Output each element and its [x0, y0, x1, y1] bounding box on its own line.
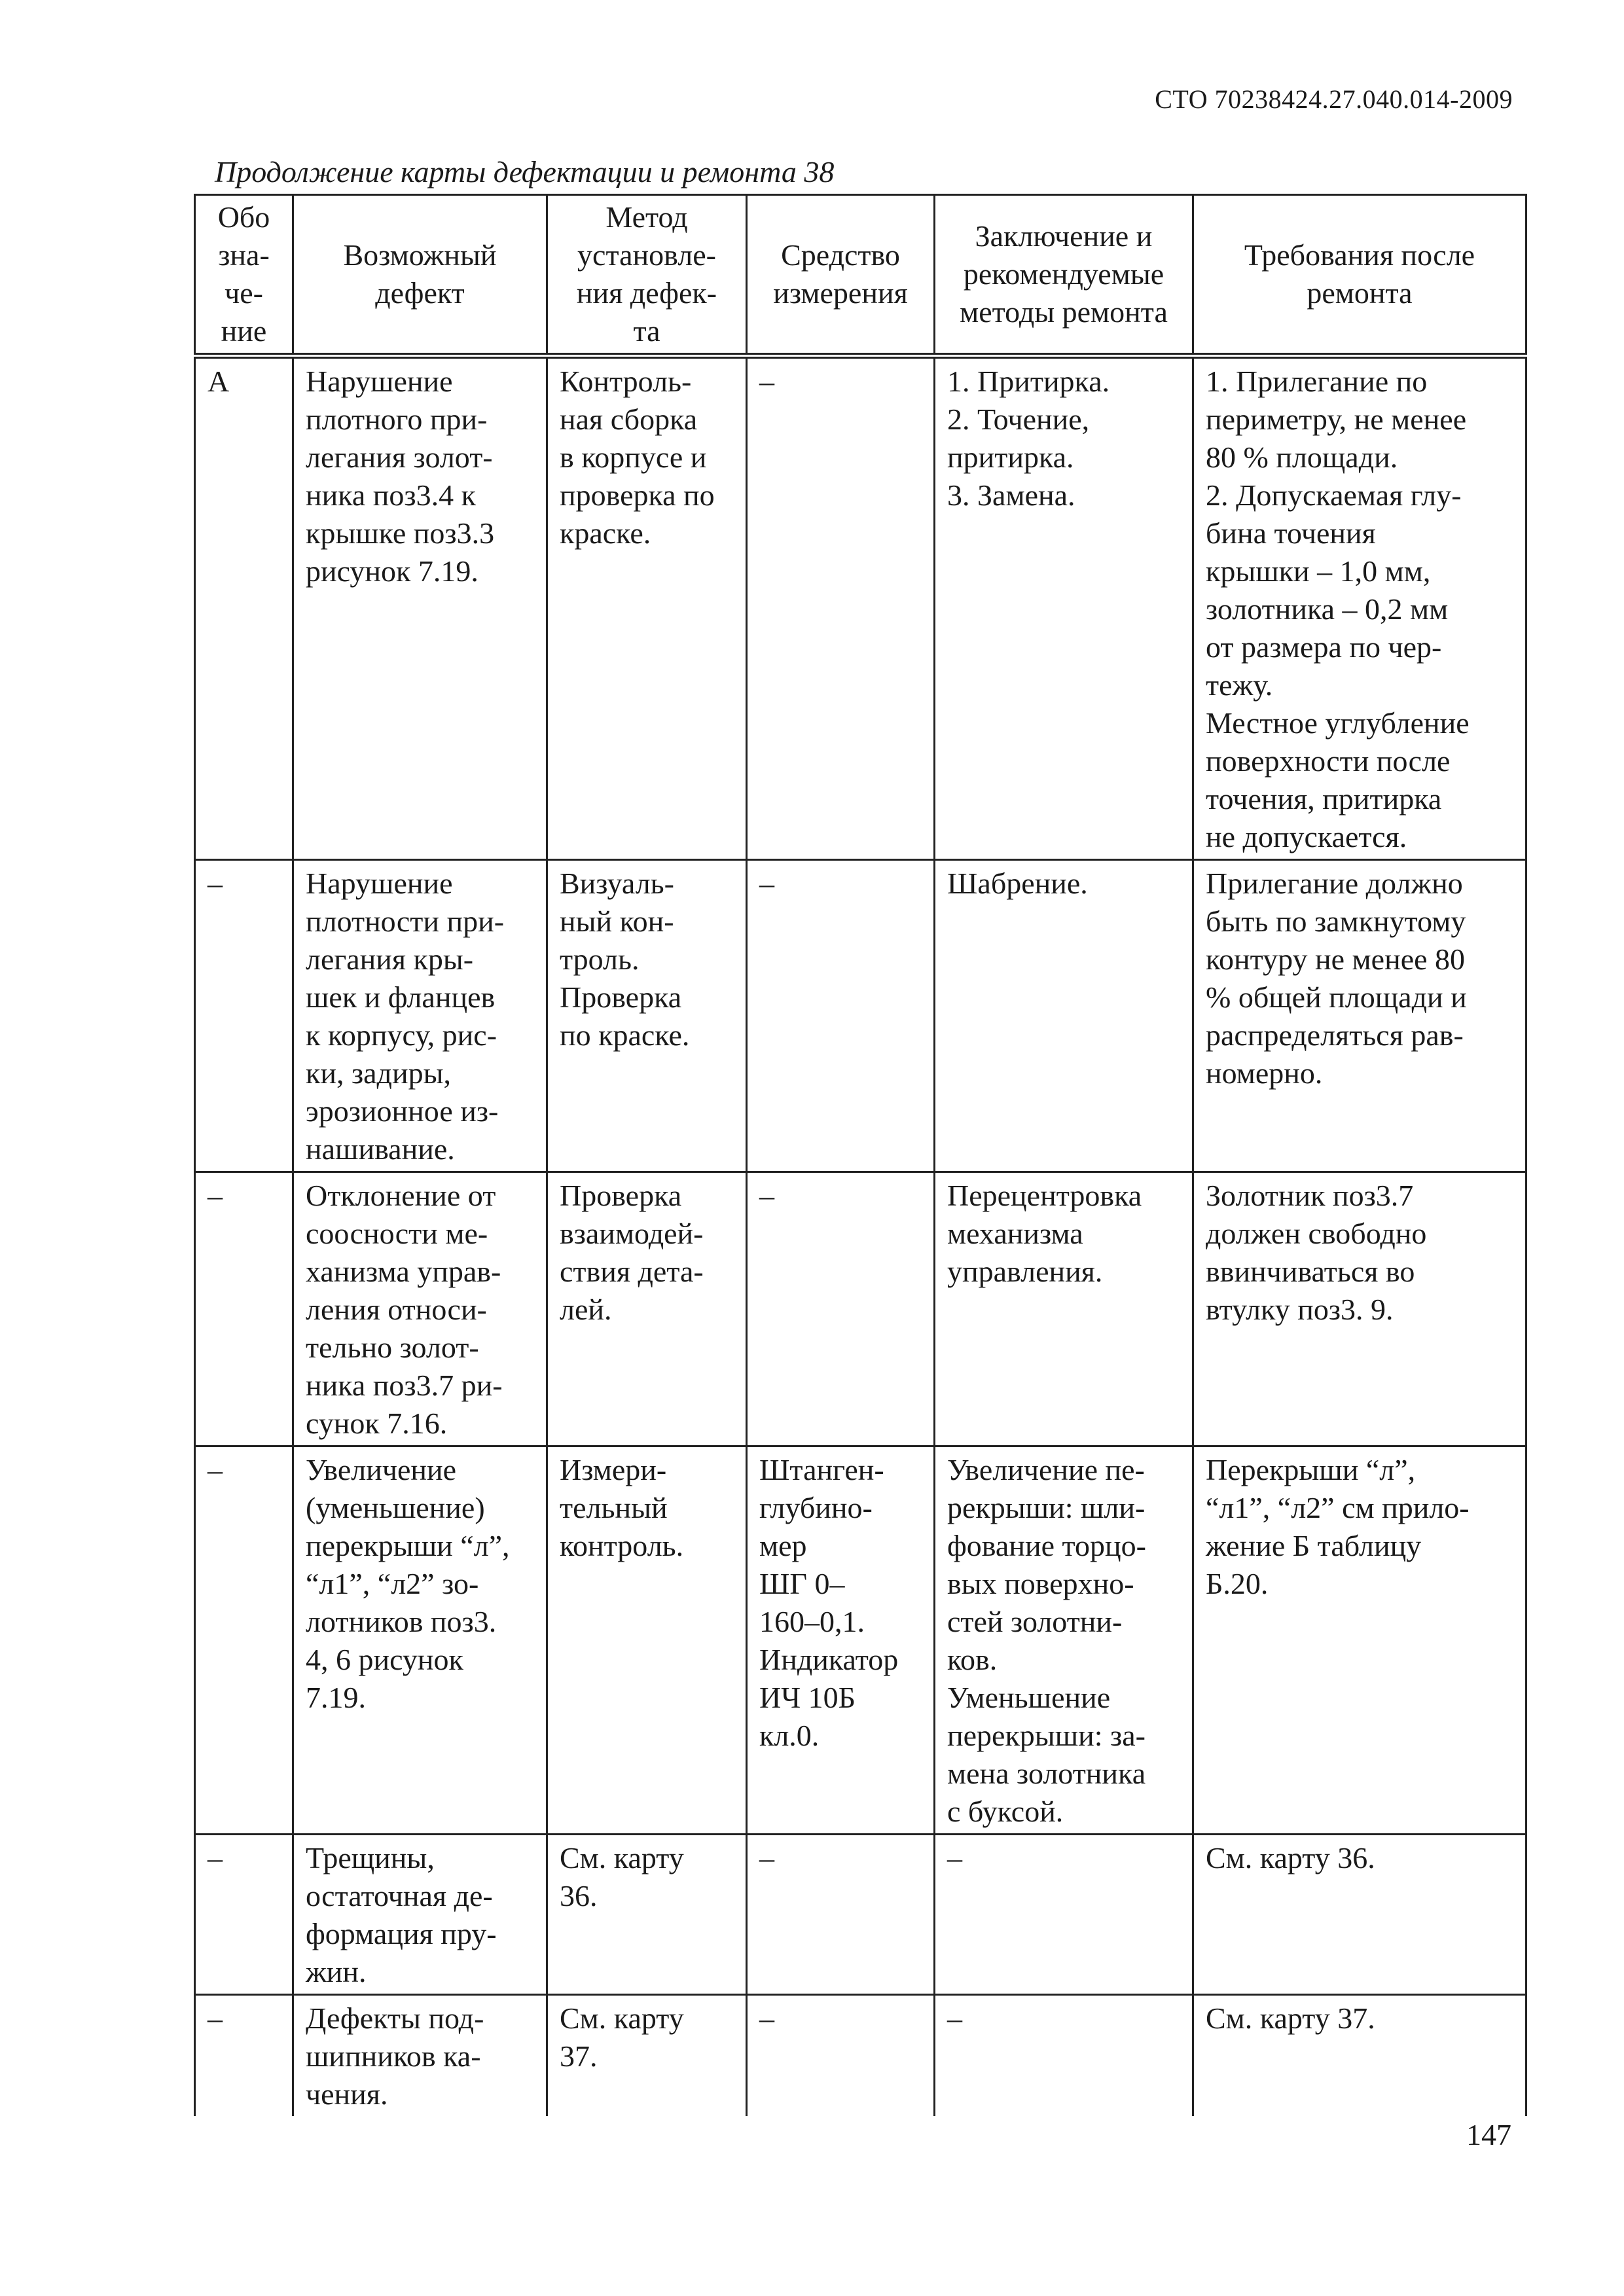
column-header-defect: Возможный дефект [293, 195, 547, 356]
table-row [195, 1446, 1526, 1835]
cell-designation: – [195, 1446, 293, 1835]
defect-repair-table [194, 194, 1527, 2116]
cell-designation: – [195, 1172, 293, 1446]
cell-method: См. карту 37. [547, 1995, 747, 2117]
cell-conclusion: Шабрение. [935, 860, 1193, 1172]
document-code: СТО 70238424.27.040.014-2009 [1155, 84, 1513, 114]
cell-requirements: Прилегание должно быть по замкнутому контуру не менее 80 % общей площади и распределяться рав- номерно. [1193, 860, 1526, 1172]
cell-method: Визуаль- ный кон- троль. Проверка по краске. [547, 860, 747, 1172]
cell-defect: Дефекты под- шипников ка- чения. [293, 1995, 547, 2117]
table-row [195, 1835, 1526, 1995]
table-caption: Продолжение карты дефектации и ремонта 38 [215, 155, 835, 188]
cell-defect: Нарушение плотного при- легания золот- ника поз3.4 к крышке поз3.3 рисунок 7.19. [293, 356, 547, 860]
column-header-method: Метод установле- ния дефек- та [547, 195, 747, 356]
cell-method: Измери- тельный контроль. [547, 1446, 747, 1835]
cell-defect: Нарушение плотности при- легания кры- шек и фланцев к корпусу, рис- ки, задиры, эрозионное из- нашивание. [293, 860, 547, 1172]
cell-conclusion: Перецентровка механизма управления. [935, 1172, 1193, 1446]
table-row [195, 1995, 1526, 2117]
table-row [195, 356, 1526, 860]
cell-measuring-tool: – [747, 1835, 935, 1995]
column-header-designation: Обо зна- че- ние [195, 195, 293, 356]
cell-measuring-tool: Штанген- глубино- мер ШГ 0– 160–0,1. Индикатор ИЧ 10Б кл.0. [747, 1446, 935, 1835]
column-header-conclusion: Заключение и рекомендуемые методы ремонта [935, 195, 1193, 356]
cell-method: Контроль- ная сборка в корпусе и проверка по краске. [547, 356, 747, 860]
cell-requirements: Перекрыши “л”, “л1”, “л2” см прило- жение Б таблицу Б.20. [1193, 1446, 1526, 1835]
table-row [195, 860, 1526, 1172]
cell-defect: Трещины, остаточная де- формация пру- жин. [293, 1835, 547, 1995]
cell-defect: Отклонение от соосности ме- ханизма управ- ления относи- тельно золот- ника поз3.7 ри- сунок 7.16. [293, 1172, 547, 1446]
cell-measuring-tool: – [747, 1172, 935, 1446]
cell-designation: – [195, 1835, 293, 1995]
cell-method: Проверка взаимодей- ствия дета- лей. [547, 1172, 747, 1446]
cell-requirements: Золотник поз3.7 должен свободно ввинчиваться во втулку поз3. 9. [1193, 1172, 1526, 1446]
cell-requirements: 1. Прилегание по периметру, не менее 80 % площади. 2. Допускаемая глу- бина точения крышки – 1,0 мм, золотника – 0,2 мм от размера по чер- тежу. Местное углубление поверхности после точения, притирка не допускается. [1193, 356, 1526, 860]
cell-defect: Увеличение (уменьшение) перекрыши “л”, “л1”, “л2” зо- лотников поз3. 4, 6 рисунок 7.19. [293, 1446, 547, 1835]
cell-designation: – [195, 1995, 293, 2117]
cell-designation: – [195, 860, 293, 1172]
cell-conclusion: – [935, 1835, 1193, 1995]
defect-table-container [194, 194, 1525, 2116]
cell-method: См. карту 36. [547, 1835, 747, 1995]
column-header-requirements: Требования после ремонта [1193, 195, 1526, 356]
cell-conclusion: – [935, 1995, 1193, 2117]
table-row [195, 1172, 1526, 1446]
column-header-measuring-tool: Средство измерения [747, 195, 935, 356]
cell-designation: А [195, 356, 293, 860]
cell-conclusion: Увеличение пе- рекрыши: шли- фование торцо- вых поверхно- стей золотни- ков. Уменьшение перекрыши: за- мена золотника с буксой. [935, 1446, 1193, 1835]
cell-measuring-tool: – [747, 1995, 935, 2117]
cell-requirements: См. карту 37. [1193, 1995, 1526, 2117]
cell-measuring-tool: – [747, 356, 935, 860]
cell-measuring-tool: – [747, 860, 935, 1172]
cell-requirements: См. карту 36. [1193, 1835, 1526, 1995]
cell-conclusion: 1. Притирка. 2. Точение, притирка. 3. Замена. [935, 356, 1193, 860]
table-header-row [195, 195, 1526, 356]
page-number: 147 [1466, 2118, 1511, 2151]
